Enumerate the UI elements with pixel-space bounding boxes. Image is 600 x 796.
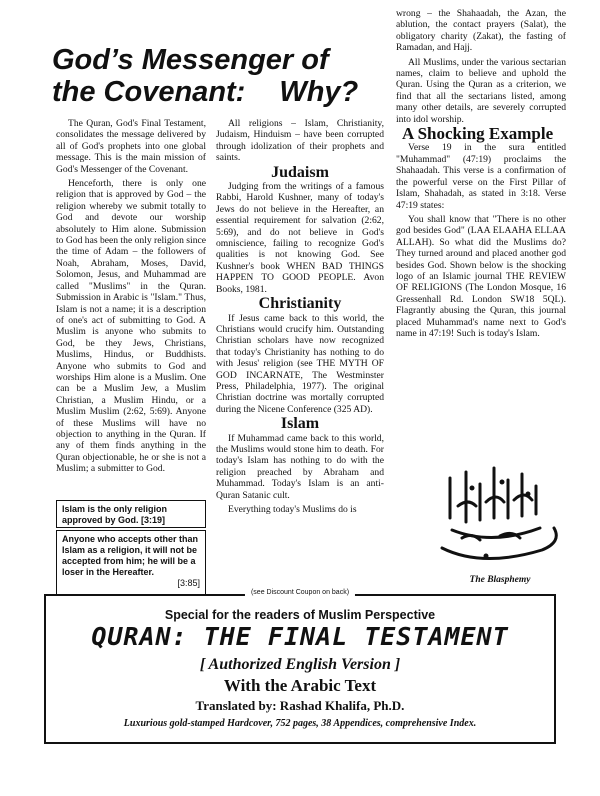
quote-box-3-85 bbox=[56, 530, 206, 596]
right-paragraph-3: Verse 19 in the sura entitled "Muhammad" (47:19) proclaims the Shahaadah. This verse is a confirmation of the powerful verse on the First Pillar of Islam, Shahadah, as stated in 3:18. Verse 47:19 states: bbox=[396, 142, 566, 211]
christianity-heading: Christianity bbox=[258, 295, 342, 313]
judaism-heading: Judaism bbox=[271, 163, 329, 181]
right-top-paragraph: wrong – the Shahaadah, the Azan, the ablution, the contact prayers (Salat), the obligatory charity (Zakat), the fasting of Ramadan, and Hajj. bbox=[396, 8, 566, 54]
title-line-1: God’s Messenger of bbox=[52, 44, 329, 76]
quote-box-3-19: Islam is the only religion approved by God. [3:19] bbox=[56, 500, 206, 528]
page-title bbox=[52, 44, 382, 108]
islam-paragraph: If Muhammad came back to this world, the Muslims would stone him to death. For today's Islam has nothing to do with the religion preached by Abraham and Muhammad. Today's Islam is an anti-Quran Satanic cult. bbox=[216, 432, 384, 501]
left-paragraph-2: Henceforth, there is only one religion that is approved by God – the religion whereby we submit totally to God and devote our worship absolutely to Him alone. Submission to God has been the only religion since the time of Adam – the followers of Noah, Abraham, Moses, David, Solomon, Jesus, and Muhammad are called "Muslims" in the Quran. Submission in Arabic is "Islam." Thus, Islam is not a name; it is a description of one's act of submitting to God. A Muslim is anyone who submits to God, be they Jews, Christians, Muslims, Hindus, or Buddhists. Anyone who submits to God and worships Him alone is a Muslim. One can be a Muslim Jew, a Muslim Christian, a Muslim Hindu, or a Muslim Muslim (2:62, 5:69). Anyone of these Muslims will have no objection to anything in the Quran. If any of them finds anything in the Quran objectionable, he or she is not a Muslim; a submitter to God. bbox=[56, 178, 207, 475]
islam-last-line: Everything today's Muslims do is bbox=[228, 504, 357, 515]
ad-description: Luxurious gold-stamped Hardcover, 752 pages, 38 Appendices, comprehensive Index. bbox=[123, 718, 477, 729]
christianity-paragraph: If Jesus came back to this world, the Christians would crucify him. Outstanding Christian scholars have now recognized that today's Christianity has nothing to do with Jesus' religion (see THE MYTH OF GOD INCARNATE, The Westminster Press, Philadelphia, 1977). The original Christian doctrine was mortally corrupted during the Nicene Conference (325 AD). bbox=[216, 312, 384, 415]
quote-box-3-85-ref: [3:85] bbox=[177, 578, 200, 588]
advertisement-box bbox=[44, 589, 556, 744]
ad-translator: Translated by: Rashad Khalifa, Ph.D. bbox=[195, 698, 405, 713]
ad-version: [ Authorized English Version ] bbox=[199, 656, 401, 673]
title-why: Why? bbox=[279, 76, 359, 108]
right-paragraph-2: All Muslims, under the various sectarian names, claim to believe and uphold the Quran. Using the Quran as a criterion, we find that all the sectarians listed, among many other details, are severely corrupted into idol worship. bbox=[396, 56, 566, 125]
shocking-example-heading: A Shocking Example bbox=[402, 124, 554, 144]
arabic-calligraphy-logo-icon bbox=[422, 458, 572, 572]
title-line-2: the Covenant: Why? bbox=[52, 76, 359, 108]
intro-paragraph: All religions – Islam, Christianity, Judaism, Hinduism – have been corrupted through idolization of their prophets and saints. bbox=[216, 118, 384, 164]
ad-arabic-text: With the Arabic Text bbox=[223, 676, 377, 695]
judaism-paragraph: Judging from the writings of a famous Rabbi, Harold Kushner, many of today's Jews do not believe in the Hereafter, an essential requirement for salvation (2:62, 5:69), and do not believe in God's omniscience, failing to recognize God's qualities is not knowing God. See Kushner's book WHEN BAD THINGS HAPPEN TO GOOD PEOPLE. Avon Books, 1981. bbox=[216, 181, 384, 295]
image-caption: The Blasphemy bbox=[469, 575, 531, 585]
left-paragraph-1: The Quran, God's Final Testament, consolidates the message delivered by all of God's prophets into one global message. This is the main mission of God's Messenger of the Covenant. bbox=[56, 118, 206, 175]
middle-column bbox=[216, 118, 384, 518]
ad-intro: Special for the readers of Muslim Perspective bbox=[164, 608, 436, 622]
islam-heading: Islam bbox=[280, 415, 320, 433]
right-paragraph-4: You shall know that "There is no other god besides God" (LAA ELAAHA ELLAA ALLAH). So what did the Muslims do? They turned around and placed another god besides God. Shown below is the shocking logo of an Islamic journal THE REVIEW OF RELIGIONS (The London Mosque, 16 Gressenhall Rd. London SW18 5QL). Flagrantly abusing the Quran, this journal placed Muhammad's name next to God's name in 47:19! Such is today's Islam. bbox=[396, 213, 566, 339]
quote-box-3-85-text: Anyone who accepts other than Islam as a religion, it will not be accepted from him; he will be a loser in the Hereafter. bbox=[62, 534, 199, 577]
right-column bbox=[396, 8, 566, 342]
coupon-note: (see Discount Coupon on back) bbox=[245, 589, 355, 596]
ad-book-title: QURAN: THE FINAL TESTAMENT bbox=[91, 622, 509, 651]
left-column bbox=[56, 118, 206, 478]
